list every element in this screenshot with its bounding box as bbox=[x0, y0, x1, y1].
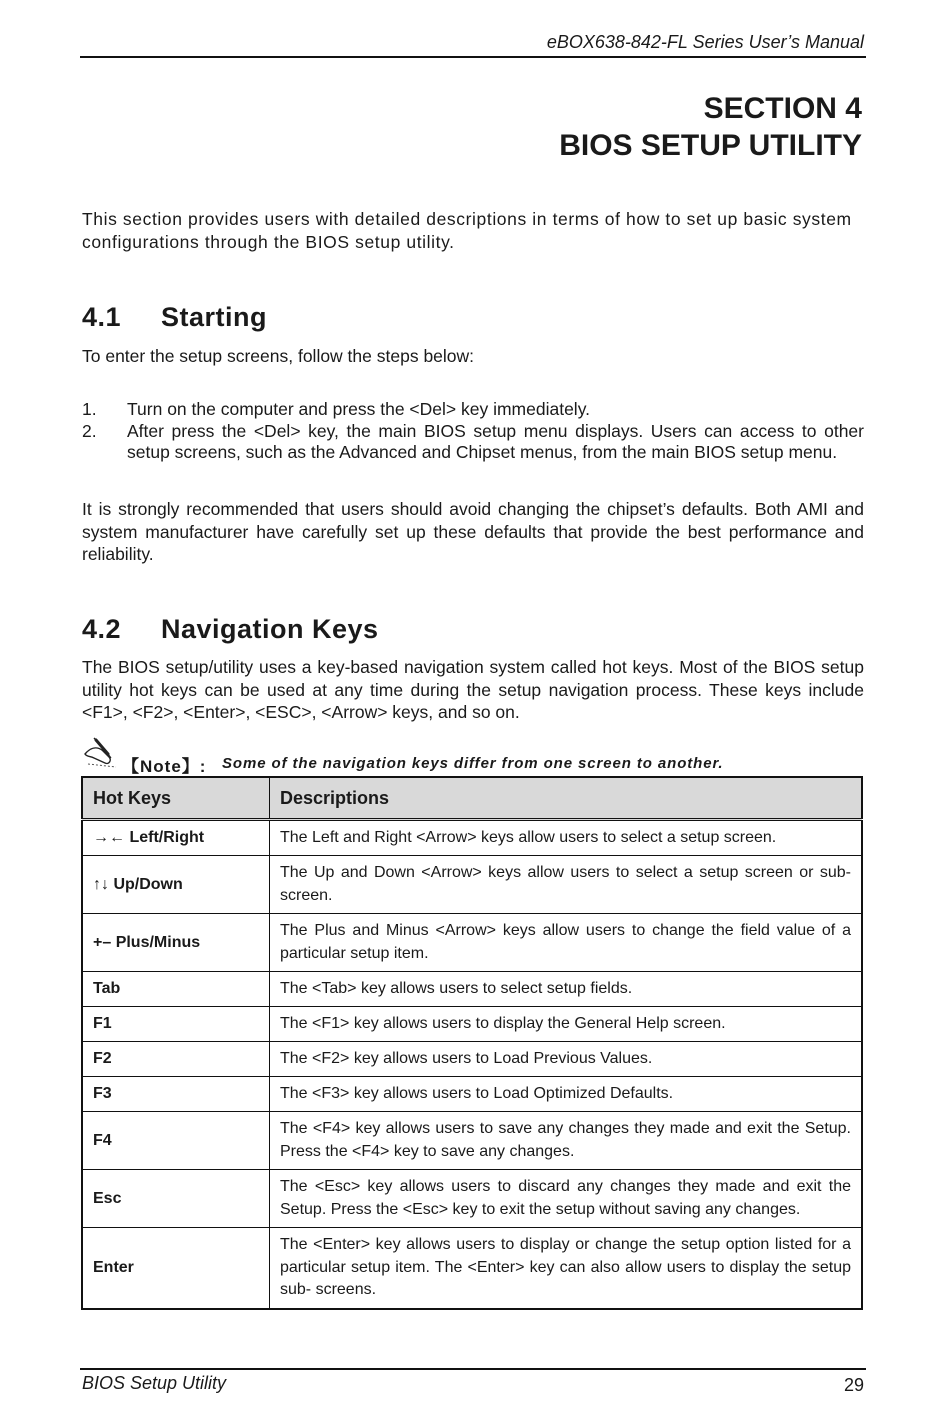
section-intro: This section provides users with detailed descriptions in terms of how to set up basic system configurations through the BIOS setup utility. bbox=[82, 209, 852, 252]
table-row bbox=[82, 1228, 862, 1309]
table-row bbox=[82, 1007, 862, 1042]
hot-key-cell: Esc bbox=[82, 1170, 270, 1228]
hot-key-cell: F1 bbox=[82, 1007, 270, 1042]
section-number: SECTION 4 bbox=[703, 92, 862, 125]
description-cell: The <F3> key allows users to Load Optimized Defaults. bbox=[270, 1077, 863, 1112]
footer-divider bbox=[80, 1368, 866, 1370]
hot-keys-table bbox=[81, 776, 863, 1310]
manual-title: eBOX638-842-FL Series User’s Manual bbox=[546, 32, 864, 52]
heading-starting-title: Starting bbox=[161, 302, 268, 332]
hot-key-cell: F4 bbox=[82, 1112, 270, 1170]
heading-navigation-number: 4.2 bbox=[82, 614, 122, 644]
section-title: BIOS SETUP UTILITY bbox=[559, 129, 862, 162]
heading-navigation-keys bbox=[82, 614, 379, 645]
hot-key-cell: Enter bbox=[82, 1228, 270, 1309]
table-row bbox=[82, 914, 862, 972]
description-cell: The <Enter> key allows users to display or change the setup option listed for a particular setup item. The <Enter> key can also allow users to display the setup sub- screens. bbox=[270, 1228, 863, 1309]
starting-steps bbox=[82, 399, 864, 464]
column-header-descriptions: Descriptions bbox=[270, 777, 863, 820]
description-cell: The <Tab> key allows users to select setup fields. bbox=[270, 972, 863, 1007]
note-label: 【Note】: bbox=[122, 757, 207, 776]
navigation-intro: The BIOS setup/utility uses a key-based navigation system called hot keys. Most of the BIOS setup utility hot keys can be used at any time during the setup navigation process. These keys include <F1>, <F2>, <Enter>, <ESC>, <Arrow> keys, and so on. bbox=[82, 657, 864, 722]
hot-key-cell: →← Left/Right bbox=[82, 820, 270, 856]
table-row bbox=[82, 1077, 862, 1112]
step-text: After press the <Del> key, the main BIOS setup menu displays. Users can access to other setup screens, such as the Advanced and Chipset menus, from the main BIOS setup menu. bbox=[127, 420, 864, 462]
step-text: Turn on the computer and press the <Del> key immediately. bbox=[127, 399, 591, 419]
hot-key-cell: F3 bbox=[82, 1077, 270, 1112]
table-row bbox=[82, 1042, 862, 1077]
hot-key-cell: F2 bbox=[82, 1042, 270, 1077]
heading-starting bbox=[82, 302, 267, 333]
header-divider bbox=[80, 56, 866, 58]
hot-key-cell: +– Plus/Minus bbox=[82, 914, 270, 972]
table-row bbox=[82, 972, 862, 1007]
table-row bbox=[82, 1170, 862, 1228]
description-cell: The Left and Right <Arrow> keys allow users to select a setup screen. bbox=[270, 820, 863, 856]
description-cell: The <F1> key allows users to display the General Help screen. bbox=[270, 1007, 863, 1042]
heading-starting-number: 4.1 bbox=[82, 302, 122, 332]
hot-key-cell: ↑↓ Up/Down bbox=[82, 856, 270, 914]
table-row bbox=[82, 1112, 862, 1170]
list-item bbox=[82, 421, 864, 464]
table-row bbox=[82, 820, 862, 856]
recommendation-paragraph: It is strongly recommended that users should avoid changing the chipset’s defaults. Both AMI and system manufacturer have carefully set up these defaults that provide the best performance and reliability. bbox=[82, 499, 864, 564]
description-cell: The <F4> key allows users to save any changes they made and exit the Setup. Press the <F4> key to save any changes. bbox=[270, 1112, 863, 1170]
description-cell: The Plus and Minus <Arrow> keys allow users to change the field value of a particular setup item. bbox=[270, 914, 863, 972]
list-item bbox=[82, 399, 864, 421]
description-cell: The <Esc> key allows users to discard any changes they made and exit the Setup. Press the <Esc> key to exit the setup without saving any changes. bbox=[270, 1170, 863, 1228]
page-number: 29 bbox=[843, 1375, 864, 1395]
note bbox=[82, 734, 864, 774]
table-header-row bbox=[82, 777, 862, 820]
table-row bbox=[82, 856, 862, 914]
heading-navigation-title: Navigation Keys bbox=[161, 614, 379, 644]
starting-lead: To enter the setup screens, follow the steps below: bbox=[82, 346, 475, 366]
step-number: 2. bbox=[82, 420, 97, 441]
description-cell: The <F2> key allows users to Load Previous Values. bbox=[270, 1042, 863, 1077]
section-heading bbox=[559, 90, 862, 164]
note-pen-icon bbox=[82, 734, 120, 770]
footer-chapter-title: BIOS Setup Utility bbox=[82, 1373, 227, 1393]
note-text: Some of the navigation keys differ from one screen to another. bbox=[222, 755, 724, 772]
step-number: 1. bbox=[82, 399, 97, 419]
hot-key-cell: Tab bbox=[82, 972, 270, 1007]
column-header-hot-keys: Hot Keys bbox=[82, 777, 270, 820]
description-cell: The Up and Down <Arrow> keys allow users to select a setup screen or sub-screen. bbox=[270, 856, 863, 914]
